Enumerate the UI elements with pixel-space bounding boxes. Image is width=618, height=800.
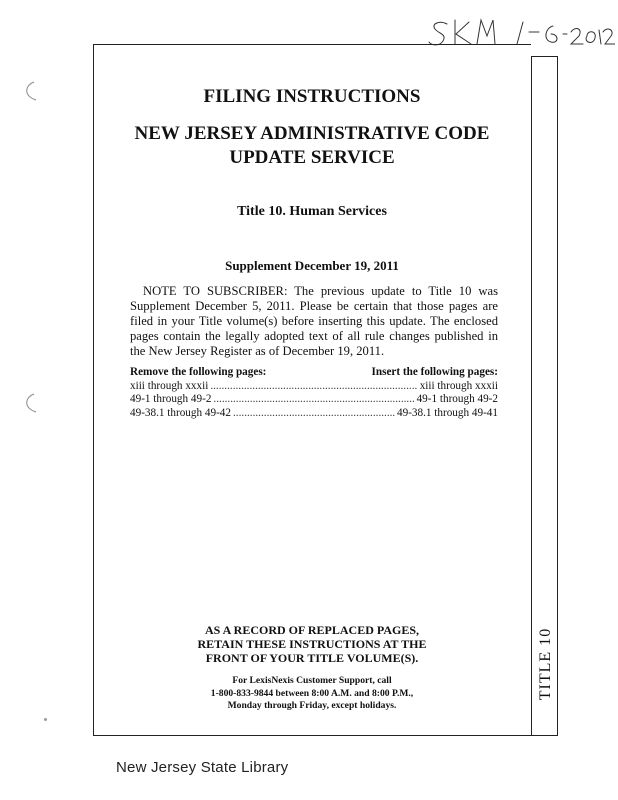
record-instructions: [93, 623, 531, 665]
heading: FILING INSTRUCTIONS: [203, 86, 421, 107]
dot-leader: [233, 407, 395, 421]
support-line: Monday through Friday, except holidays.: [227, 700, 397, 711]
table-row: [130, 407, 498, 421]
support-line: For LexisNexis Customer Support, call: [232, 675, 392, 686]
spine-tab: [531, 56, 558, 736]
spine-label: TITLE 10: [537, 627, 555, 701]
library-stamp: New Jersey State Library: [116, 759, 289, 776]
dot-leader: [210, 380, 417, 394]
remove-pages: xiii through xxxii: [130, 379, 209, 392]
pages-table-header: [130, 366, 498, 380]
insert-pages: 49-38.1 through 49-41: [397, 406, 498, 419]
remove-pages: 49-1 through 49-2: [130, 393, 212, 406]
title-name: Title 10. Human Services: [237, 204, 387, 219]
punch-hole-mark: [22, 80, 40, 102]
dot-leader: [213, 393, 414, 407]
record-line: FRONT OF YOUR TITLE VOLUME(S).: [205, 651, 419, 665]
insert-header: Insert the following pages:: [371, 366, 498, 378]
code-title-line2: UPDATE SERVICE: [229, 147, 395, 168]
table-row: [130, 393, 498, 407]
remove-pages: 49-38.1 through 49-42: [130, 406, 231, 419]
code-title-line1: NEW JERSEY ADMINISTRATIVE CODE: [134, 123, 490, 144]
subscriber-note: NOTE TO SUBSCRIBER: The previous update to Title 10 was Supplement December 5, 2011. Please be certain that those pages are filed in your Title volume(s) before inserting this update. The enclosed pages contain the legally adopted text of all rule changes published in the New Jersey Register as of December 19, 2011.: [130, 284, 498, 358]
scan-speck: [44, 718, 47, 721]
pages-table: [130, 366, 498, 420]
remove-header: Remove the following pages:: [130, 366, 267, 378]
insert-pages: xiii through xxxii: [419, 379, 498, 392]
supplement-date: Supplement December 19, 2011: [225, 258, 399, 273]
table-row: [130, 380, 498, 394]
support-line: 1-800-833-9844 between 8:00 A.M. and 8:00 P.M.,: [210, 687, 414, 699]
insert-pages: 49-1 through 49-2: [416, 393, 498, 406]
code-title: [93, 122, 531, 170]
punch-hole-mark: [22, 392, 40, 414]
record-line: RETAIN THESE INSTRUCTIONS AT THE: [197, 637, 427, 651]
record-line: AS A RECORD OF REPLACED PAGES,: [204, 623, 420, 637]
customer-support: [93, 675, 531, 713]
